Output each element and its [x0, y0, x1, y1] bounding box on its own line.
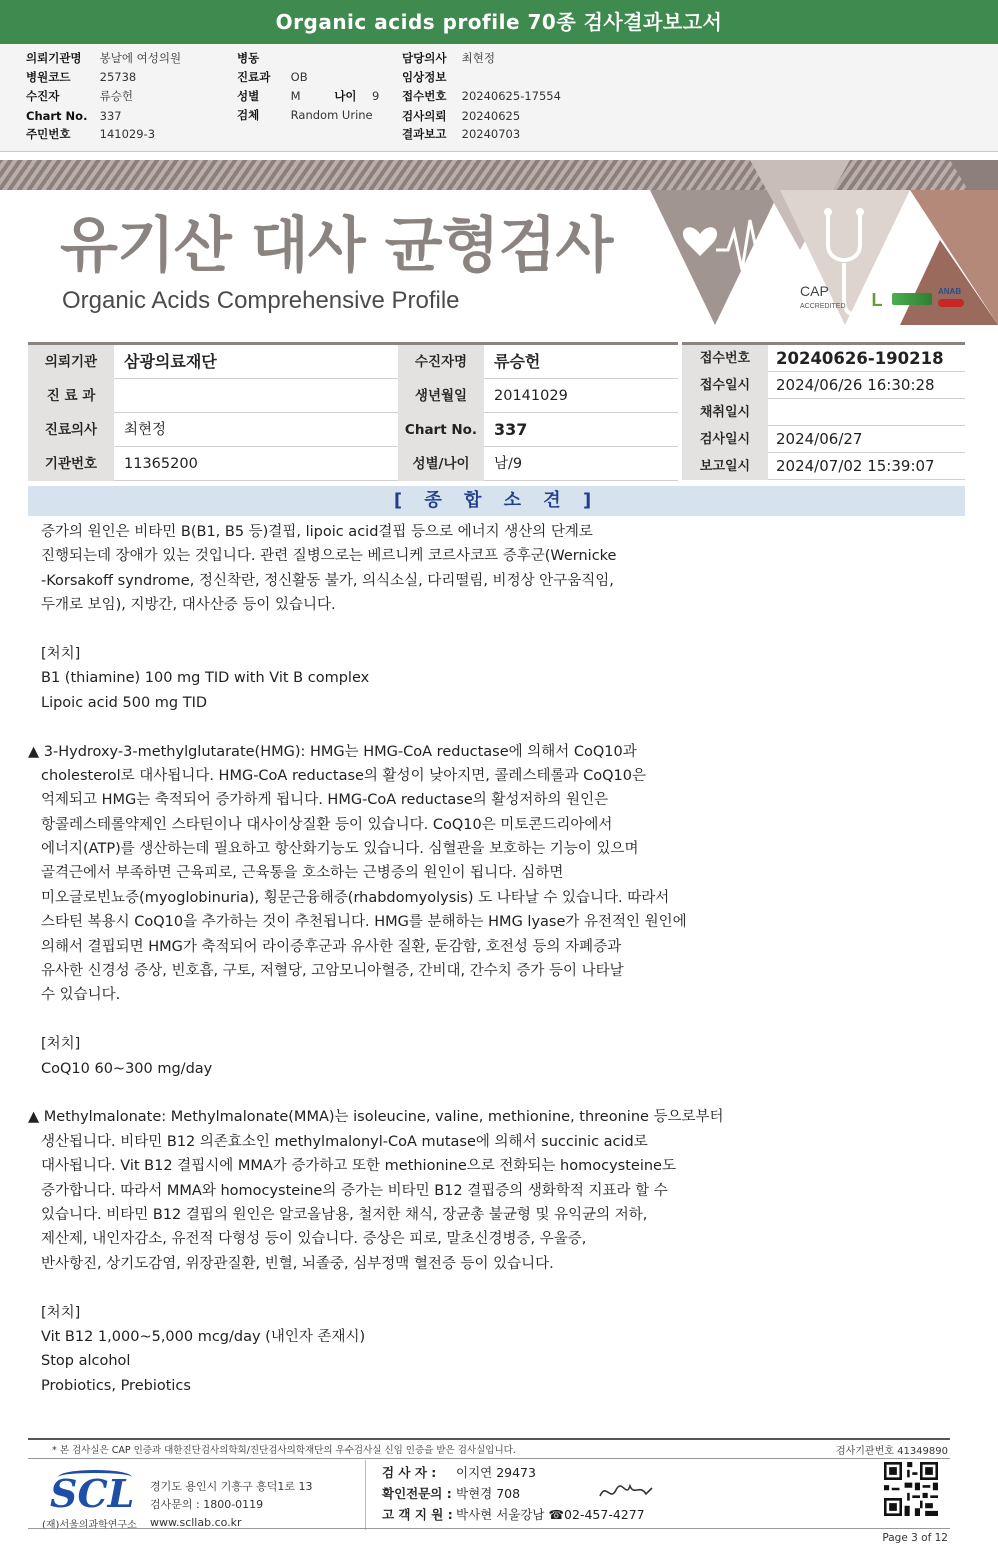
info-resident-no: 주민번호 141029-3: [26, 127, 156, 141]
chart-no-value: 337: [494, 420, 528, 439]
qr-code-icon: [884, 1462, 938, 1516]
summary-line: [28, 1008, 958, 1032]
patient-row-1: 의뢰기관 삼광의료재단 수진자명 류승헌: [28, 345, 678, 379]
tester-line: 검 사 자 : 이지연 29473: [382, 1465, 536, 1480]
lab-address: 경기도 용인시 기흥구 흥덕1로 13: [150, 1480, 313, 1493]
summary-line: 증가합니다. 따라서 MMA와 homocysteine의 증가는 비타민 B12 결핍증의 생화학적 지표라 할 수: [41, 1182, 668, 1199]
summary-line: 유사한 신경성 증상, 빈호흡, 구토, 저혈당, 고암모니아혈증, 간비대, 간수치 증가 등이 나타날: [41, 963, 624, 980]
cap-logo: CAP ACCREDITED: [800, 283, 846, 310]
receipt-row: 보고일시 2024/07/02 15:39:07: [682, 453, 965, 480]
footer-divider: [365, 1460, 366, 1530]
tested-at-value: 2024/06/27: [776, 430, 863, 448]
receipt-info-table: [682, 342, 965, 480]
summary-line: Lipoic acid 500 mg TID: [41, 694, 208, 711]
info-age-value: 9: [371, 89, 380, 103]
signature-icon: [596, 1478, 656, 1506]
receipt-row: 채취일시: [682, 399, 965, 426]
info-chart-no: Chart No. 337: [26, 109, 122, 123]
anab-logo: ANAB: [938, 287, 964, 307]
patient-row-2: 진 료 과 생년월일 20141029: [28, 379, 678, 413]
summary-line: 스타틴 복용시 CoQ10을 추가하는 것이 추천됩니다. HMG를 분해하는 HMG lyase가 유전적인 원인에: [41, 914, 687, 931]
summary-line: Stop alcohol: [41, 1353, 131, 1370]
info-specimen: 검체 Random Urine: [237, 108, 373, 122]
summary-line: 반사항진, 상기도감염, 위장관질환, 빈혈, 뇌졸중, 심부정맥 혈전증 등이 있습니다.: [41, 1255, 554, 1272]
summary-line: 골격근에서 부족하면 근육피로, 근육통을 호소하는 근병증의 원인이 됩니다. 심하면: [41, 865, 564, 882]
specialist-line: 확인전문의 : 박현경 708: [382, 1486, 521, 1501]
summary-line: [28, 1276, 958, 1300]
patient-row-3: 진료의사 최현정 Chart No. 337: [28, 413, 678, 447]
info-hospital-code: 병원코드 25738: [26, 70, 137, 84]
summary-line: 수 있습니다.: [41, 987, 121, 1004]
info-dept: 진료과 OB: [237, 70, 308, 84]
reported-at-value: 2024/07/02 15:39:07: [776, 457, 935, 475]
page-number: Page 3 of 12: [882, 1532, 948, 1544]
summary-line: 의해서 결핍되면 HMG가 축적되어 라이증후군과 유사한 질환, 둔감함, 호전성 등의 자폐증과: [41, 938, 622, 955]
summary-line: Probiotics, Prebiotics: [41, 1377, 191, 1394]
patient-name-value: 류승헌: [494, 352, 541, 371]
summary-line: [처치]: [41, 645, 81, 662]
summary-line: Vit B12 1,000~5,000 mcg/day (내인자 존재시): [41, 1328, 366, 1345]
info-clinical: 임상정보: [402, 70, 447, 84]
summary-line: 있습니다. 비타민 B12 결핍의 원인은 알코올남용, 철저한 채식, 장균총 불균형 및 유익균의 저하,: [41, 1206, 648, 1223]
accession-no-value: 20240626-190218: [776, 349, 944, 368]
patient-info-table: [28, 342, 678, 481]
kolas-logo-icon: [892, 293, 932, 305]
summary-line: 억제되고 HMG는 축적되어 증가하게 됩니다. HMG-CoA reductase의 활성저하의 원인은: [41, 792, 609, 809]
summary-line: 생산됩니다. 비타민 B12 의존효소인 methylmalonyl-CoA mutase에 의해서 succinic acid로: [41, 1133, 648, 1150]
summary-body: [28, 520, 958, 1398]
report-footer: [0, 1434, 998, 1564]
lab-phone: 검사문의 : 1800-0119: [150, 1498, 264, 1511]
summary-line: 미오글로빈뇨증(myoglobinuria), 횡문근융해증(rhabdomyolysis) 도 나타날 수 있습니다. 따라서: [41, 889, 670, 906]
support-line: 고 객 지 원 : 박사현 서울강남 ☎02-457-4277: [382, 1507, 645, 1522]
summary-line: CoQ10 60~300 mg/day: [41, 1060, 213, 1077]
accreditation-logos: [800, 285, 970, 315]
summary-line: 항콜레스테롤약제인 스타틴이나 대사이상질환 등이 있습니다. CoQ10은 미토콘드리아에서: [41, 816, 613, 833]
dept-value: [116, 379, 396, 413]
summary-line: B1 (thiamine) 100 mg TID with Vit B complex: [41, 670, 370, 687]
summary-line: 대사됩니다. Vit B12 결핍시에 MMA가 증가하고 또한 methionine으로 전화되는 homocysteine도: [41, 1158, 676, 1175]
summary-line: ▲ 3-Hydroxy-3-methylglutarate(HMG): HMG는 HMG-CoA reductase에 의해서 CoQ10과: [28, 743, 637, 760]
scl-logo: SCL: [50, 1471, 135, 1516]
info-sex: 성별 M 나이 9: [237, 87, 379, 106]
receipt-row: 접수번호 20240626-190218: [682, 345, 965, 372]
info-report-date: 결과보고 20240703: [402, 127, 521, 141]
summary-line: [28, 618, 958, 642]
footer-divider: [28, 1458, 950, 1459]
footer-divider: [28, 1528, 950, 1529]
info-patient: 수진자 류승헌: [26, 89, 133, 103]
receipt-row: 접수일시 2024/06/26 16:30:28: [682, 372, 965, 399]
info-ward: 병동: [237, 51, 260, 65]
info-age-label: 나이: [334, 89, 357, 103]
doctor-value: 최현정: [124, 422, 167, 438]
summary-line: 증가의 원인은 비타민 B(B1, B5 등)결핍, lipoic acid결핍 등으로 에너지 생산의 단계로: [41, 524, 593, 540]
summary-line: [28, 715, 958, 739]
summary-line: 제산제, 내인자감소, 유전적 다형성 등이 있습니다. 증상은 피로, 말초신경병증, 우울증,: [41, 1231, 587, 1248]
lab-institution-no: 검사기관번호 41349890: [835, 1446, 948, 1457]
summary-line: [처치]: [41, 1036, 81, 1053]
inst-no-value: 11365200: [124, 456, 198, 472]
institution-value: 삼광의료재단: [124, 352, 217, 371]
sex-age-value: 남/9: [494, 456, 523, 472]
received-at-value: 2024/06/26 16:30:28: [776, 376, 935, 394]
info-request-date: 검사의뢰 20240625: [402, 109, 521, 123]
accreditation-note: * 본 검사실은 CAP 인증과 대한진단검사의학회/진단검사의학재단의 우수검사실 신임 인증을 받은 검사실입니다.: [52, 1445, 516, 1456]
lab-contact: [150, 1478, 313, 1532]
summary-line: cholesterol로 대사됩니다. HMG-CoA reductase의 활성이 낮아지면, 콜레스테롤과 CoQ10은: [41, 767, 646, 784]
summary-line: [28, 1081, 958, 1105]
info-accession: 접수번호 20240625-17554: [402, 89, 561, 103]
footer-divider: [28, 1438, 950, 1440]
report-title-english: Organic Acids Comprehensive Profile: [62, 287, 460, 314]
report-banner-title: Organic acids profile 70종 검사결과보고서: [0, 0, 998, 44]
summary-line: [처치]: [41, 1304, 81, 1321]
summary-line: 두개로 보임), 지방간, 대사산증 등이 있습니다.: [41, 597, 336, 614]
birth-value: 20141029: [494, 388, 568, 404]
request-info-panel: [0, 44, 998, 152]
report-page: [0, 160, 998, 1564]
lm-logo-icon: L: [871, 290, 883, 310]
info-institution: 의뢰기관명 봉날에 여성의원: [26, 51, 182, 65]
info-attending: 담당의사 최현정: [402, 51, 495, 65]
patient-row-4: 기관번호 11365200 성별/나이 남/9: [28, 447, 678, 481]
receipt-row: 검사일시 2024/06/27: [682, 426, 965, 453]
lab-website-link[interactable]: www.scllab.co.kr: [150, 1516, 242, 1529]
summary-heading: [ 종 합 소 견 ]: [28, 486, 965, 516]
report-title-korean: 유기산 대사 균형검사: [60, 211, 613, 281]
summary-line: 진행되는데 장애가 있는 것입니다. 관련 질병으로는 베르니케 코르사코프 증후군(Wernicke: [41, 548, 617, 565]
lab-org-name: (재)서울의과학연구소: [42, 1520, 137, 1531]
summary-line: 에너지(ATP)를 생산하는데 필요하고 항산화기능도 있습니다. 심혈관을 보호하는 기능이 있으며: [41, 841, 639, 858]
summary-line: ▲ Methylmalonate: Methylmalonate(MMA)는 isoleucine, valine, methionine, threonine 등으로부터: [28, 1109, 724, 1126]
summary-line: -Korsakoff syndrome, 정신착란, 정신활동 불가, 의식소실, 다리떨림, 비정상 안구움직임,: [41, 572, 614, 589]
